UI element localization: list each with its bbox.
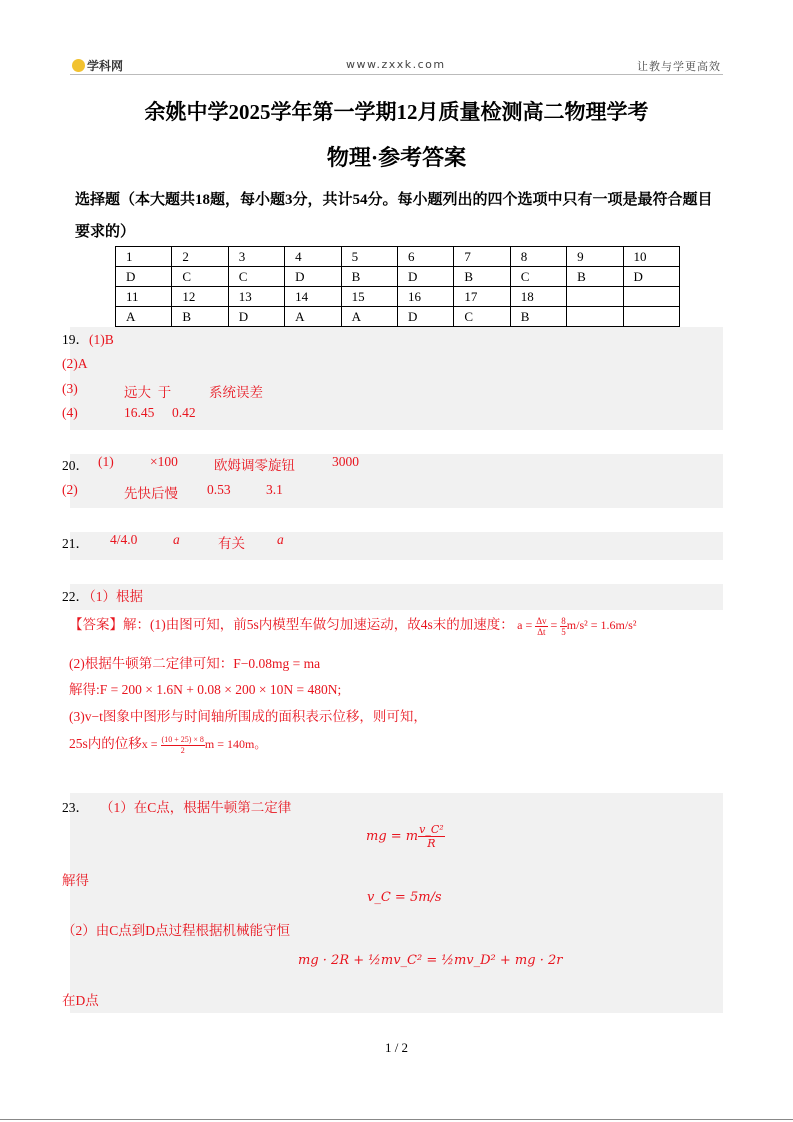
table-cell: 11 bbox=[116, 287, 172, 307]
q21-block bbox=[62, 532, 723, 560]
q23-eq3: mg · 2R + ½mv_C² = ½mv_D² + mg · 2r bbox=[298, 953, 563, 968]
table-row bbox=[116, 287, 680, 307]
table-cell: C bbox=[228, 267, 284, 287]
f-res: m/s² = 1.6m/s² bbox=[566, 618, 637, 632]
q19-ans2: (2)A bbox=[62, 356, 88, 371]
q21-number: 21． bbox=[62, 536, 89, 551]
header-divider bbox=[70, 74, 723, 75]
q19-ans3b: 系统误差 bbox=[209, 385, 263, 400]
table-cell: C bbox=[172, 267, 228, 287]
table-cell bbox=[623, 287, 679, 307]
q20-ans1c: 3000 bbox=[332, 454, 359, 469]
table-cell: B bbox=[510, 307, 566, 327]
table-cell: C bbox=[510, 267, 566, 287]
q19-label3: (3) bbox=[62, 381, 78, 396]
f-den2: 5 bbox=[561, 626, 566, 637]
table-cell bbox=[623, 307, 679, 327]
table-cell: 14 bbox=[285, 287, 341, 307]
table-cell: 3 bbox=[228, 247, 284, 267]
f-den: Δt bbox=[537, 626, 546, 637]
q19-ans4b: 0.42 bbox=[172, 405, 196, 420]
eq1-den: R bbox=[427, 837, 436, 850]
q20-ans2b: 0.53 bbox=[207, 482, 231, 497]
q20-ans1a: ×100 bbox=[150, 454, 178, 469]
table-cell: D bbox=[228, 307, 284, 327]
eq1-lhs: mg = m bbox=[366, 829, 419, 844]
f-eq: = bbox=[550, 618, 558, 632]
logo-icon bbox=[72, 59, 85, 72]
q22-text5: 25s内的位移 bbox=[69, 736, 142, 751]
q20-label1: (1) bbox=[98, 454, 114, 469]
f5-num: (10 + 25) × 8 bbox=[161, 734, 204, 744]
page-title: 余姚中学2025学年第一学期12月质量检测高二物理学考 bbox=[144, 100, 649, 124]
table-cell: 2 bbox=[172, 247, 228, 267]
q22-line4: (3)v−t图象中图形与时间轴所围成的面积表示位移，则可知， bbox=[69, 709, 427, 724]
page-subtitle: 物理·参考答案 bbox=[326, 145, 467, 170]
q20-ans2c: 3.1 bbox=[266, 482, 283, 497]
table-cell: D bbox=[285, 267, 341, 287]
answer-table bbox=[115, 246, 680, 327]
q22-line1 bbox=[69, 613, 636, 637]
q23-block bbox=[62, 793, 723, 1013]
q23-eq2: v_C = 5m/s bbox=[367, 890, 442, 905]
q22-text1: 【答案】解：(1)由图可知，前5s内模型车做匀加速运动，故4s末的加速度： bbox=[69, 617, 514, 632]
q23-text2: 解得 bbox=[62, 873, 89, 888]
q20-number: 20． bbox=[62, 458, 89, 473]
f5-a: x = bbox=[141, 737, 158, 751]
q21-ans3: 有关 bbox=[218, 536, 245, 551]
f5-den: 2 bbox=[180, 745, 185, 755]
q19-number: 19． bbox=[62, 332, 89, 347]
eq1-num: v_C² bbox=[419, 823, 444, 836]
q20-label2: (2) bbox=[62, 482, 78, 497]
table-cell: 16 bbox=[397, 287, 453, 307]
q19-block bbox=[62, 327, 723, 430]
table-cell: D bbox=[397, 307, 453, 327]
site-logo: 学科网 bbox=[72, 57, 123, 74]
q19-ans4a: 16.45 bbox=[124, 405, 155, 420]
table-cell: 17 bbox=[454, 287, 510, 307]
header-slogan: 让教与学更高效 bbox=[637, 60, 721, 73]
header-url: www.zxxk.com bbox=[346, 58, 446, 71]
table-cell: 7 bbox=[454, 247, 510, 267]
table-cell: 10 bbox=[623, 247, 679, 267]
q19-ans3a: 远大 于 bbox=[124, 385, 172, 400]
q19-label4: (4) bbox=[62, 405, 78, 420]
table-cell: 6 bbox=[397, 247, 453, 267]
table-cell: 12 bbox=[172, 287, 228, 307]
q23-text4: 在D点 bbox=[62, 993, 99, 1008]
table-cell: A bbox=[116, 307, 172, 327]
q21-ans4: a bbox=[277, 532, 284, 547]
table-cell: B bbox=[172, 307, 228, 327]
table-row bbox=[116, 307, 680, 327]
q23-number: 23． bbox=[62, 800, 89, 815]
q22-line5 bbox=[69, 732, 266, 756]
table-cell: B bbox=[567, 267, 623, 287]
q20-block bbox=[62, 454, 723, 508]
table-cell: B bbox=[454, 267, 510, 287]
table-row bbox=[116, 267, 680, 287]
table-cell: D bbox=[623, 267, 679, 287]
table-cell: A bbox=[341, 307, 397, 327]
q22-head: （1）根据 bbox=[89, 589, 143, 604]
table-cell: 15 bbox=[341, 287, 397, 307]
table-row bbox=[116, 247, 680, 267]
table-cell: 1 bbox=[116, 247, 172, 267]
q20-ans2a: 先快后慢 bbox=[124, 486, 178, 501]
table-cell: D bbox=[397, 267, 453, 287]
f-num: Δv bbox=[536, 615, 547, 626]
table-cell bbox=[567, 307, 623, 327]
q21-ans1: 4/4.0 bbox=[110, 532, 138, 547]
table-cell: 8 bbox=[510, 247, 566, 267]
q22-header bbox=[62, 584, 723, 610]
table-cell: 5 bbox=[341, 247, 397, 267]
q22-formula1 bbox=[517, 615, 637, 637]
q20-ans1b: 欧姆调零旋钮 bbox=[214, 458, 295, 473]
table-cell: 13 bbox=[228, 287, 284, 307]
table-cell: B bbox=[341, 267, 397, 287]
f5-res: m = 140m。 bbox=[204, 737, 267, 751]
table-cell: 9 bbox=[567, 247, 623, 267]
q22-line3: 解得:F = 200 × 1.6N + 0.08 × 200 × 10N = 480N; bbox=[69, 682, 342, 697]
q22-line2: (2)根据牛顿第二定律可知：F−0.08mg = ma bbox=[69, 656, 321, 671]
q23-text1: （1）在C点，根据牛顿第二定律 bbox=[100, 800, 292, 815]
footer-divider bbox=[0, 1119, 793, 1120]
page-number: 1 / 2 bbox=[384, 1040, 409, 1055]
f-num2: 8 bbox=[561, 615, 566, 626]
table-cell: 4 bbox=[285, 247, 341, 267]
q22-number: 22． bbox=[62, 589, 89, 604]
q23-text3: （2）由C点到D点过程根据机械能守恒 bbox=[62, 923, 291, 938]
table-cell: 18 bbox=[510, 287, 566, 307]
f-a: a = bbox=[517, 618, 533, 632]
q23-eq1 bbox=[366, 823, 445, 850]
q19-ans1: (1)B bbox=[89, 332, 114, 347]
section-intro: 选择题（本大题共18题，每小题3分，共计54分。每小题列出的四个选项中只有一项是最符合题目要求的） bbox=[75, 192, 713, 240]
table-cell: D bbox=[116, 267, 172, 287]
table-cell: A bbox=[285, 307, 341, 327]
table-cell bbox=[567, 287, 623, 307]
q21-ans2: a bbox=[173, 532, 180, 547]
table-cell: C bbox=[454, 307, 510, 327]
